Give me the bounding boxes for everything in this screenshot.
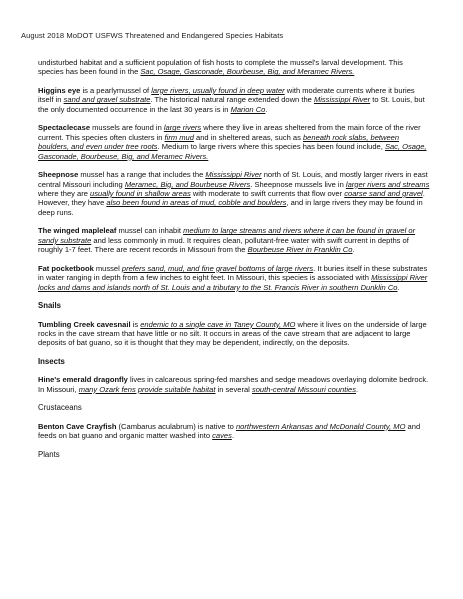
species-name: Tumbling Creek cavesnail [38, 319, 131, 329]
underlined-text: Meramec, Big, and Bourbeuse Rivers [124, 179, 251, 189]
paragraph-benton-cave-crayfish: Benton Cave Crayfish (Cambarus aculabrum) is native to northwestern Arkansas and McDonald County, MO and feeds on bat guano and organic matter washed into caves. [38, 421, 421, 441]
species-name: Fat pocketbook [38, 263, 94, 273]
species-name: Spectaclecase [38, 123, 91, 133]
paragraph-sheepnose: Sheepnose mussel has a range that includes the Mississippi River north of St. Louis, and mostly larger rivers in east central Missouri including Meramec, Big, and Bourbeuse Rivers. Sheepnose mussels live in larger rivers and streams where they are usually found in shallow areas with moderate to swift currents that flow over coarse sand and gravel. However, they have also been found in areas of mud, cobble and boulders, and in large rivers they may be found in deep runs. [38, 170, 430, 217]
document-body [38, 58, 430, 459]
species-name: The winged mapleleaf [38, 226, 117, 236]
underlined-text: caves [212, 431, 232, 441]
paragraph-spectaclecase: Spectaclecase mussels are found in large rivers where they live in areas sheltered from the main force of the river current. This species often clusters in firm mud and in sheltered areas, such as beneath rock slabs, between boulders, and even under tree roots. Medium to large rivers where this species has been found include, Sac, Osage, Gasconade, Bourbeuse, Big, and Meramec Rivers. [38, 123, 427, 161]
underlined-text: Marion Co [230, 104, 266, 114]
underlined-text: endemic to a single cave in Taney County, MO [140, 319, 296, 329]
underlined-text: usually found in shallow areas [90, 188, 191, 198]
underlined-text: coarse sand and gravel [344, 188, 423, 198]
paragraph-higgins-eye: Higgins eye is a pearlymussel of large rivers, usually found in deep water with moderate currents where it buries itself in sand and gravel substrate. The historical natural range extended down the Mississippi River to St. Louis, but the only documented occurrence in the last 30 years is in Marion Co. [38, 85, 425, 114]
underlined-text: sand and gravel substrate [63, 95, 151, 105]
underlined-text: Mississippi River locks and dams and islands north of St. Louis and a tributary to the St. Francis River in southern Dunklin Co [38, 273, 428, 292]
underlined-text: large rivers [163, 123, 202, 133]
underlined-text: Mississippi River [205, 170, 262, 180]
underlined-text: south-central Missouri counties [251, 384, 356, 394]
underlined-text: large rivers, usually found in deep water [151, 85, 285, 95]
section-heading-plants: Plants [38, 449, 60, 459]
text: undisturbed habitat and a sufficient population of fish hosts to complete the mussel's larval development. This species has been found in the [38, 58, 403, 77]
paragraph-cavesnail: Tumbling Creek cavesnail is endemic to a single cave in Taney County, MO where it lives on the underside of large rocks in the cave stream that have little or no silt. It occurs in areas of the cave stream that are adjacent to large deposits of bat guano, so it is thought that they may be dependent, indirectly, on the deposits. [38, 319, 427, 348]
paragraph-winged-mapleleaf: The winged mapleleaf mussel can inhabit medium to large streams and rivers where it can be found in gravel or sandy substrate and less commonly in mud. It requires clean, pollutant-free water with swift current in depths of roughly 1-7 feet. There are recent records in Missouri from the Bourbeuse River in Franklin Co. [38, 226, 416, 255]
underlined-text: beneath rock slabs, between boulders, and even under tree roots [38, 132, 400, 152]
underlined-text: Bourbeuse River in Franklin Co [247, 245, 353, 255]
species-name: Sheepnose [38, 170, 79, 180]
underlined-text: larger rivers and streams [345, 179, 430, 189]
underlined-text: Sac, Osage, Gasconade, Bourbeuse, Big, and Meramec Rivers. [38, 142, 427, 161]
paragraph-continuation [38, 58, 430, 77]
section-heading-insects: Insects [38, 356, 65, 366]
underlined-text: medium to large streams and rivers where it can be found in gravel or sandy substrate [38, 226, 416, 245]
species-name: Benton Cave Crayfish [38, 421, 117, 431]
section-heading-crustaceans: Crustaceans [38, 403, 82, 413]
underlined-text: many Ozark fens provide suitable habitat [78, 384, 216, 394]
underlined-text: prefers sand, mud, and fine gravel bottoms of large rivers [121, 263, 314, 273]
paragraph-fat-pocketbook: Fat pocketbook mussel prefers sand, mud, and fine gravel bottoms of large rivers. It buries itself in these substrates in water ranging in depth from a few inches to eight feet. In Missouri, this species is associated with Mississippi River locks and dams and islands north of St. Louis and a tributary to the St. Francis River in southern Dunklin Co. [38, 263, 428, 292]
underlined-text: northwestern Arkansas and McDonald County, MO [235, 421, 406, 431]
underlined-text: firm mud [164, 132, 194, 142]
section-heading-snails: Snails [38, 301, 61, 311]
underlined-text: Mississippi River [313, 95, 371, 105]
paragraph-hines-emerald: Hine's emerald dragonfly lives in calcareous spring-fed marshes and sedge meadows overlaying dolomite bedrock. In Missouri, many Ozark fens provide suitable habitat in several south-central Missouri counties. [38, 375, 429, 394]
species-name: Higgins eye [38, 85, 81, 95]
underlined-text: Sac, Osage, Gasconade, Bourbeuse, Big, and Meramec Rivers. [140, 67, 355, 77]
underlined-text: also been found in areas of mud, cobble and boulders [106, 198, 287, 208]
page-header: August 2018 MoDOT USFWS Threatened and Endangered Species Habitats [21, 31, 284, 40]
species-name: Hine's emerald dragonfly [38, 375, 128, 385]
